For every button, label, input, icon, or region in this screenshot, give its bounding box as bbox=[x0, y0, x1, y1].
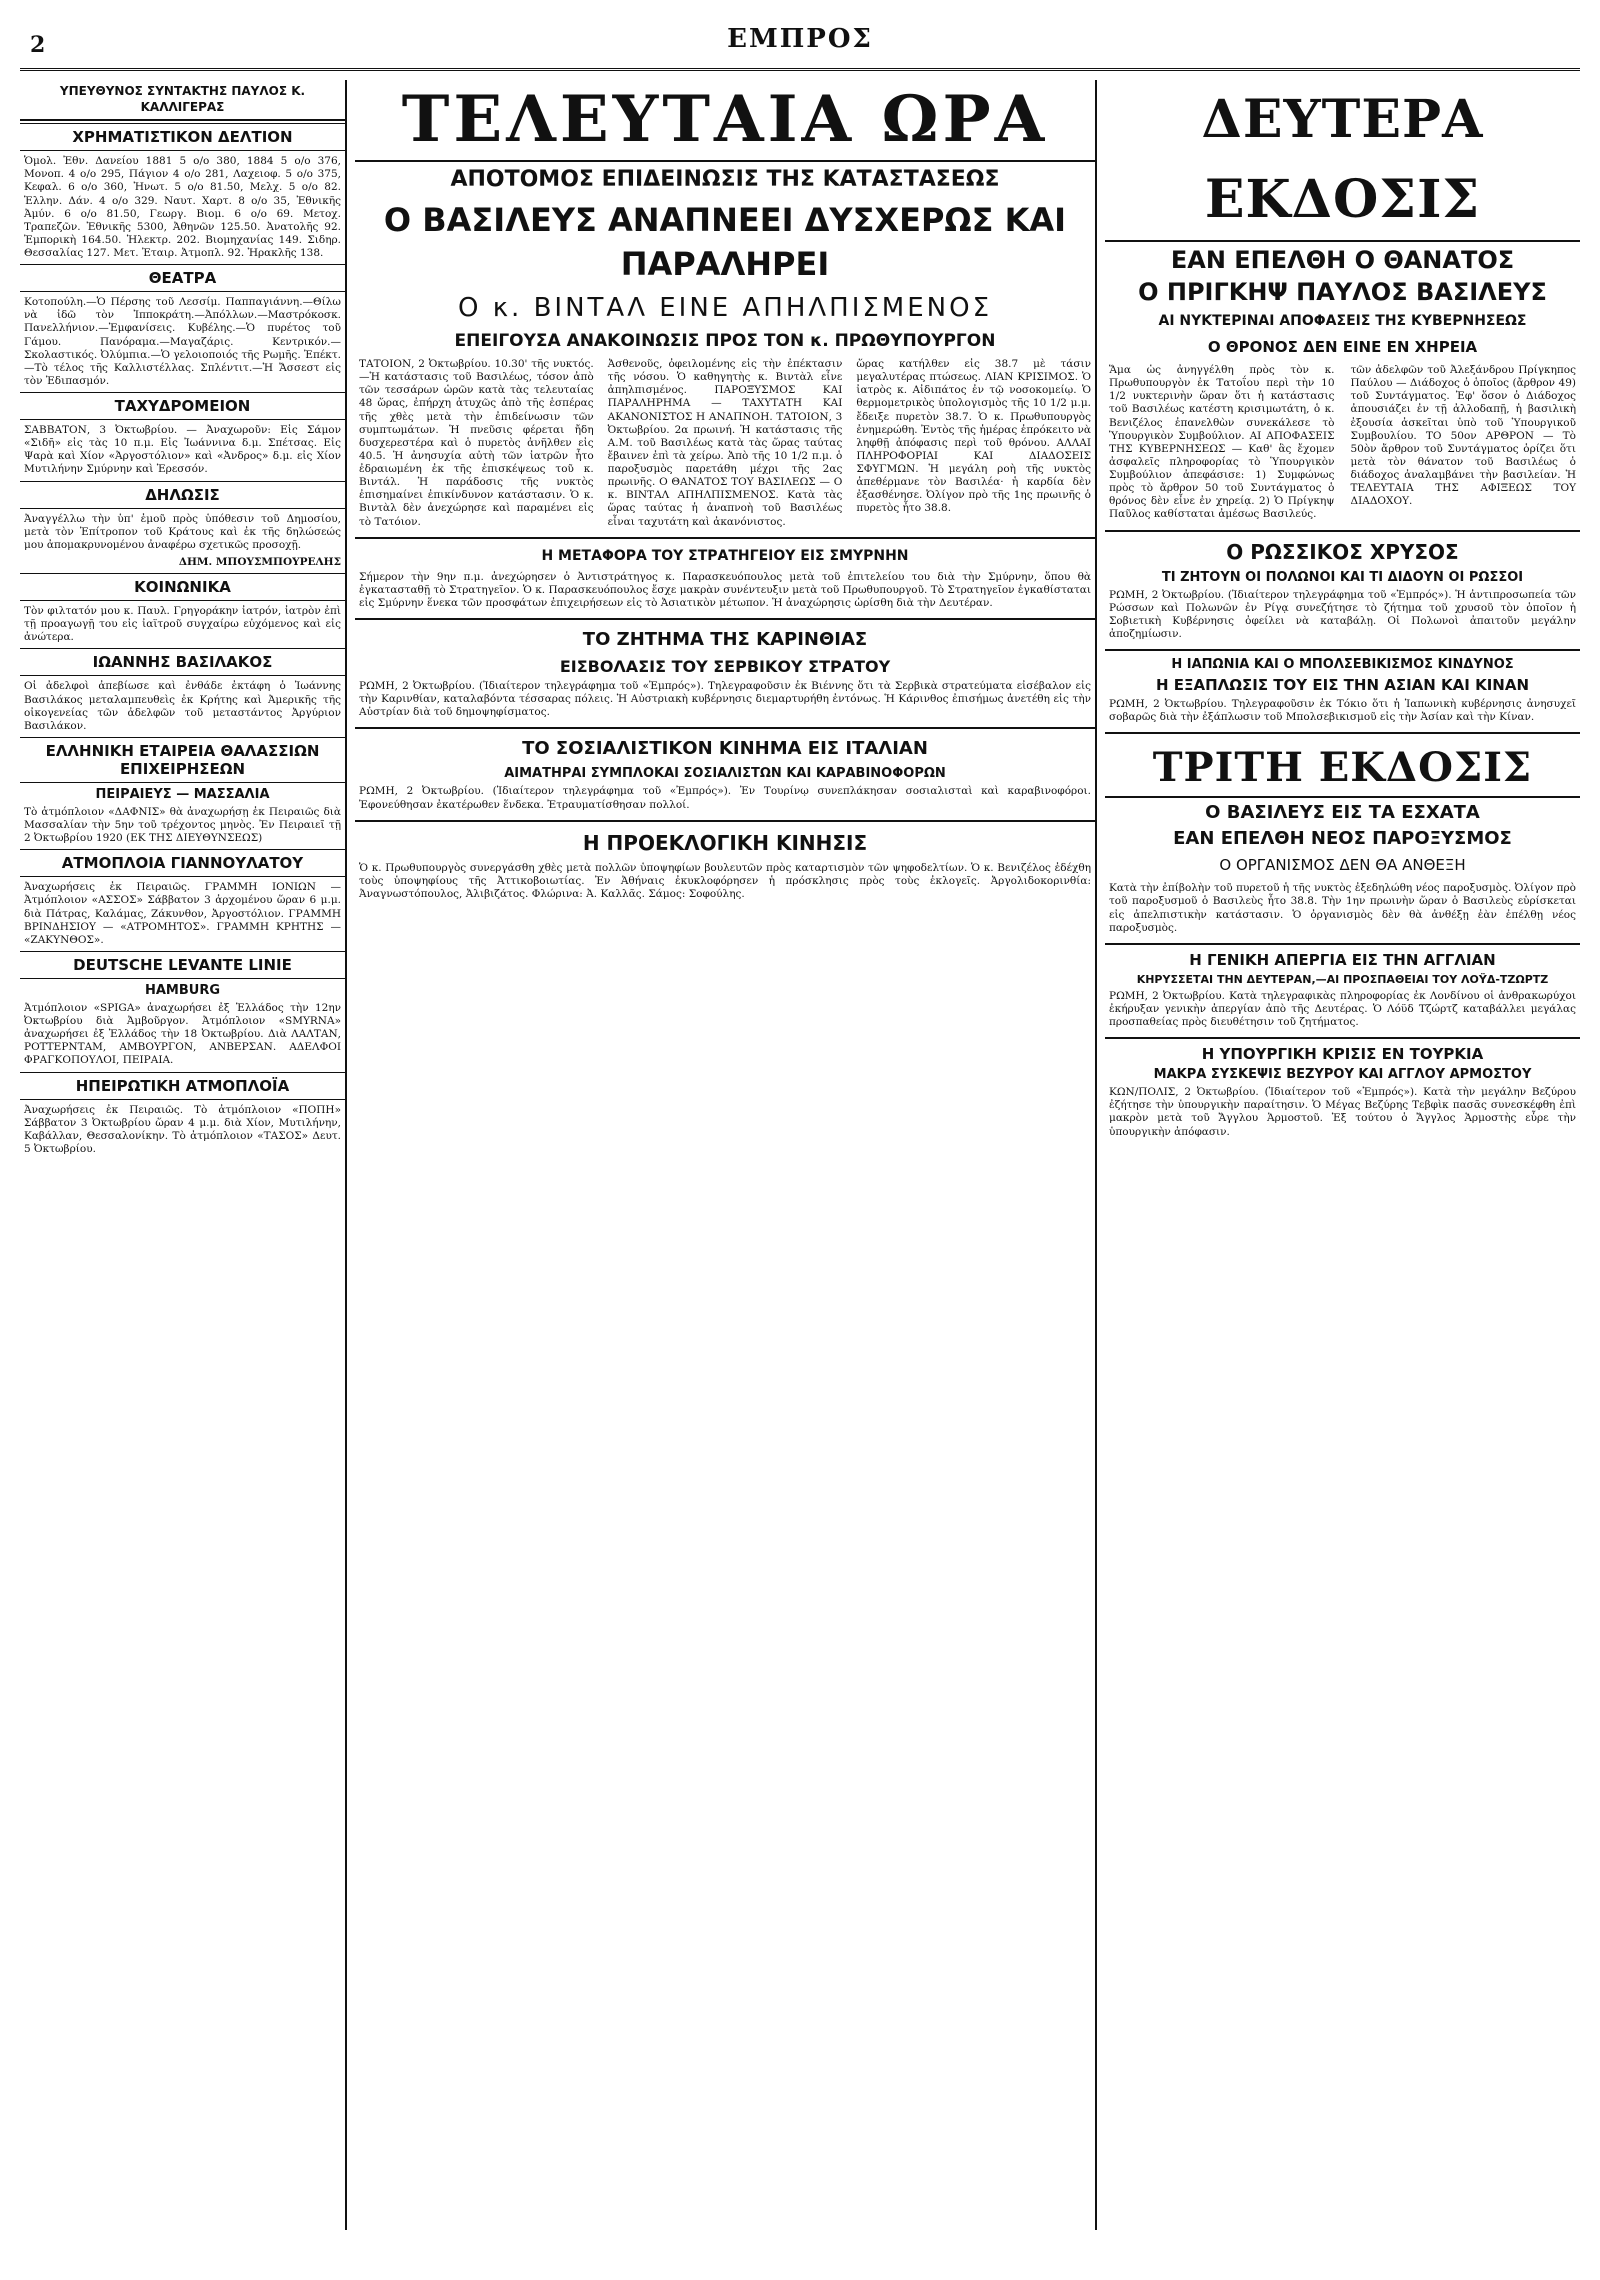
editor-credit: ΥΠΕΥΘΥΝΟΣ ΣΥΝΤΑΚΤΗΣ ΠΑΥΛΟΣ Κ. ΚΑΛΛΙΓΕΡΑΣ bbox=[20, 80, 345, 121]
story-smyrna-text: Σήμερον τὴν 9ην π.μ. ἀνεχώρησεν ὁ Ἀντιστράτηγος κ. Παρασκευόπουλος μετὰ τοῦ ἐπιτελείου του διὰ τὴν Σμύρνην, ὅπου θὰ ἐγκατασταθῇ τὸ Στρατηγεῖον. Ὁ κ. Παρασκευόπουλος ἔσχε μακρὰν συνέντευξιν μετὰ τοῦ Πρωθυπουργοῦ. Τὸ Στρατηγεῖον ἐγκαθίσταται εἰς Σμύρνην ἕνεκα τῶν προσφάτων ἐπιχειρήσεων εἰς τὸ Ἀσιατικὸν μέτωπον. Ἡ ἀναχώρησις ὡρίσθη διὰ τὴν Δευτέραν. bbox=[359, 570, 1091, 609]
story-carinthia-sub: ΕΙΣΒΟΛΑΣΙΣ ΤΟΥ ΣΕΡΒΙΚΟΥ ΣΤΡΑΤΟΥ bbox=[559, 657, 891, 676]
ad-giannoulatos-title: ΑΤΜΟΠΛΟΙΑ ΓΙΑΝΝΟΥΛΑΤΟΥ bbox=[20, 849, 345, 877]
social-text: Τὸν φιλτατόν μου κ. Παυλ. Γρηγοράκην ἰατρόν, ἰατρὸν ἐπὶ τῇ προαγωγῇ του εἰς ἰαϊτροῦ συγχαίρω εὐχόμενος καὶ εἰς ἀνώτερα. bbox=[24, 605, 341, 644]
right-headline-3: ΑΙ ΝΥΚΤΕΡΙΝΑΙ ΑΠΟΦΑΣΕΙΣ ΤΗΣ ΚΥΒΕΡΝΗΣΕΩΣ bbox=[1158, 313, 1527, 329]
newspaper-page bbox=[20, 20, 1580, 2230]
center-banner: ΤΕΛΕΥΤΑΙΑ ΩΡΑ bbox=[355, 80, 1095, 162]
gold-sub: ΤΙ ΖΗΤΟΥΝ ΟΙ ΠΟΛΩΝΟΙ ΚΑΙ ΤΙ ΔΙΔΟΥΝ ΟΙ ΡΩΣΣΟΙ bbox=[1161, 569, 1524, 585]
story-elections-title: Η ΠΡΟΕΚΛΟΓΙΚΗ ΚΙΝΗΣΙΣ bbox=[582, 830, 868, 855]
theatre-text: Κοτοπούλη.—Ὁ Πέρσης τοῦ Λεσσίμ. Παππαγιάννη.—Θίλω νὰ ἰδῶ τὸν Ἰπποκράτη.—Ἀπόλλων.—Μαστρόκοσκ. Πανελλήνιον.—Ἐμφανίσεις. Κυβέλης.—Ὁ πυρέτος τοῦ Γάμου. Πανόραμα.—Μαγαζάρις. Κεντρικόν.—Σκολαστικός. Ὀλύμπια.—Ὁ γελοιοποιός τῆς Ρωμῆς. Ἐπέκτ.—Τὸ τέλος τῆς Καλλιστέλλας. Σπλέντιτ.—Ἡ Ἄσσεστ εἰς τὸν Ἐδιπασμόν. bbox=[24, 296, 341, 387]
japan-title: Η ΙΑΠΩΝΙΑ ΚΑΙ Ο ΜΠΟΛΣΕΒΙΚΙΣΜΟΣ ΚΙΝΔΥΝΟΣ bbox=[1171, 657, 1514, 672]
page-header bbox=[20, 20, 1580, 71]
third-headline-2: ΕΑΝ ΕΠΕΛΘΗ ΝΕΟΣ ΠΑΡΟΞΥΣΜΟΣ bbox=[1173, 828, 1512, 850]
ad-shipping-company-sub: ΠΕΙΡΑΙΕΥΣ — ΜΑΣΣΑΛΙΑ bbox=[95, 786, 270, 802]
right-story-col2: τῶν ἀδελφῶν τοῦ Ἀλεξάνδρου Πρίγκηπος Παύλου — Διάδοχος ὁ ὁποῖος (ἄρθρον 49) τοῦ Συντάγματος. Ἐφ' ὅσον ὁ Διάδοχος ἀπουσιάζει ἐν τῇ ἀλλοδαπῇ, ἡ βασιλικὴ ἐξουσία ἀσκεῖται ὑπὸ τοῦ Ὑπουργικοῦ Συμβουλίου. ΤΟ 50ον ΑΡΘΡΟΝ — Τὸ 50ὸν ἄρθρον τοῦ Συντάγματος ὁρίζει ὅτι μετὰ τὸν θάνατον τοῦ Βασιλέως ὁ διάδοχος ἀναλαμβάνει τὴν βασιλείαν. Ἡ ΤΕΛΕΥΤΑΙΑ ΤΗΣ ΑΦΙΞΕΩΣ ΤΟΥ ΔΙΑΔΟΧΟΥ. bbox=[1350, 364, 1576, 508]
ad-levante-title: DEUTSCHE LEVANTE LINIE bbox=[20, 951, 345, 979]
gold-text: ΡΩΜΗ, 2 Ὀκτωβρίου. (Ἰδιαίτερον τηλεγράφημα τοῦ «Ἐμπρός»). Ἡ ἀντιπροσωπεία τῶν Ρώσσων καὶ Πολωνῶν ἐν Ρίγᾳ συνεζήτησε τὸ ζήτημα τοῦ χρυσοῦ τὸν ὁποῖον ἡ Σοβιετικὴ Κυβέρνησις ὀφείλει νὰ καταβάλῃ. Οἱ Πολωνοὶ ἀπαιτοῦν μεγάλην ἀποζημίωσιν. bbox=[1109, 588, 1576, 640]
social-title: ΚΟΙΝΩΝΙΚΑ bbox=[20, 573, 345, 601]
story-italy-title: ΤΟ ΣΟΣΙΑΛΙΣΤΙΚΟΝ ΚΙΝΗΜΑ ΕΙΣ ΙΤΑΛΙΑΝ bbox=[522, 738, 928, 760]
ad-vasilakos-title: ΙΩΑΝΝΗΣ ΒΑΣΙΛΑΚΟΣ bbox=[20, 648, 345, 676]
newspaper-name: ΕΜΠΡΟΣ bbox=[727, 24, 873, 54]
third-headline-1: Ο ΒΑΣΙΛΕΥΣ ΕΙΣ ΤΑ ΕΣΧΑΤΑ bbox=[1205, 802, 1480, 824]
center-column bbox=[355, 80, 1097, 2230]
ad-levante-text: Ἀτμόπλοιον «SPIGA» ἀναχωρήσει ἐξ Ἑλλάδος τὴν 12ην Ὀκτωβρίου διὰ Ἀμβοῦργον. Ἀτμόπλοιον «SMYRNA» ἀναχωρήσει ἐξ Ἑλλάδος τὴν 18 Ὀκτωβρίου. Διὰ ΛΑΛΤΑΝ, ΡΟΤΤΕΡΝΤΑΜ, ΑΜΒΟΥΡΓΟΝ, ΑΝΒΕΡΣΑΝ. ΑΔΕΛΦΟΙ ΦΡΑΓΚΟΠΟΥΛΟΙ, ΠΕΙΡΑΙΑ. bbox=[24, 1001, 341, 1067]
japan-sub: Η ΕΞΑΠΛΩΣΙΣ ΤΟΥ ΕΙΣ ΤΗΝ ΑΣΙΑΝ ΚΑΙ ΚΙΝΑΝ bbox=[1155, 676, 1530, 694]
financial-text: Ὁμολ. Ἐθν. Δανείου 1881 5 ο/ο 380, 1884 5 ο/ο 376, Μονοπ. 4 ο/ο 295, Πάγιον 4 ο/ο 281, Λαχειοφ. 5 ο/ο 375, Κεφαλ. 6 ο/ο 360, Ἠνωτ. 5 ο/ο 81.50, Μελχ. 5 ο/ο 82. Ἑλλην. Δάν. 4 ο/ο 329. Ναυτ. Χαρτ. 8 ο/ο 35, Ἐθνικῆς Ἀμύν. 6 ο/ο 81.50, Γεωργ. Βιομ. 6 ο/ο 69. Μετοχ. Τραπεζῶν. Ἐθνικῆς 5300, Ἀθηνῶν 125.50. Ἀνατολῆς 92. Ἐμπορικὴ 164.50. Ἠλεκτρ. 202. Βιομηχανίας 149. Σιδηρ. Θεσσαλίας 127. Μετ. Ἐταιρ. Ἀτμοπλ. 92. Ἡρακλῆς 138. bbox=[24, 155, 341, 260]
ad-giannoulatos-text: Ἀναχωρήσεις ἐκ Πειραιῶς. ΓΡΑΜΜΗ ΙΟΝΙΩΝ — Ἀτμόπλοιον «ΑΣΣΟΣ» Σάββατον 3 ἀρχομένου ὥραν 6 μ.μ. διὰ Πάτρας, Καλάμας, Ζάκυνθον, Ἀργοστόλιον. ΓΡΑΜΜΗ ΒΡΙΝΔΗΣΙΟΥ — «ΑΤΡΟΜΗΤΟΣ». ΓΡΑΜΜΗ ΚΡΗΤΗΣ — «ΖΑΚΥΝΘΟΣ». bbox=[24, 881, 341, 946]
strike-title: Η ΓΕΝΙΚΗ ΑΠΕΡΓΙΑ ΕΙΣ ΤΗΝ ΑΓΓΛΙΑΝ bbox=[1189, 950, 1496, 969]
gold-title: Ο ΡΩΣΣΙΚΟΣ ΧΡΥΣΟΣ bbox=[1226, 539, 1459, 564]
lead-story-col1: ΤΑΤΟΙΟΝ, 2 Ὀκτωβρίου. 10.30' τῆς νυκτός.—Ἡ κατάστασις τοῦ Βασιλέως, τόσον ἀπὸ τῶν τεσσάρων ὡρῶν κατὰ τὰς τελευταίας 48 ὥρας, ἐπήρχη ἀτυχῶς ἀπὸ τῆς ἑσπέρας τῆς χθὲς μετὰ τὴν ἐπιδείνωσιν τῶν συμπτωμάτων. Ἡ πνεῦσις φέρεται ἤδη δυσχερεστέρα καὶ ὁ πυρετὸς ἀνῆλθεν εἰς 40.5. Ἡ ἀνησυχία αὐτὴ τῶν ἰατρῶν ἦτο ἐδραιωμένη ἐκ τῆς ἐπισκέψεως τοῦ κ. Βιντάλ. Ἡ παράδοσις τῆς νυκτὸς ἐπισημαίνει ἐπικίνδυνον κατάστασιν. Ὁ κ. Βιντὰλ δὲν ἀνεχώρησε καὶ παραμένει εἰς τὸ Τατόιον. bbox=[359, 358, 594, 528]
turkey-sub: ΜΑΚΡΑ ΣΥΣΚΕΨΙΣ ΒΕΖΥΡΟΥ ΚΑΙ ΑΓΓΛΟΥ ΑΡΜΟΣΤΟΥ bbox=[1153, 1067, 1532, 1083]
right-banner: ΔΕΥΤΕΡΑ ΕΚΔΟΣΙΣ bbox=[1105, 80, 1580, 242]
center-headline-2: Ο ΒΑΣΙΛΕΥΣ ΑΝΑΠΝΕΕΙ ΔΥΣΧΕΡΩΣ ΚΑΙ ΠΑΡΑΛΗΡΕΙ bbox=[383, 201, 1067, 283]
third-edition-banner: ΤΡΙΤΗ ΕΚΔΟΣΙΣ bbox=[1105, 740, 1580, 798]
right-story-col1: Ἅμα ὡς ἀνηγγέλθη πρὸς τὸν κ. Πρωθυπουργὸν ἐκ Τατοΐου περὶ τὴν 10 1/2 νυκτερινὴν ὥραν ὅτι ἡ κατάστασις τοῦ Βασιλέως κατέστη κρισιμωτάτη, ὁ κ. Βενιζέλος ἐπανελθὼν συνεκάλεσε τὸ Ὑπουργικὸν Συμβούλιον. ΑΙ ΑΠΟΦΑΣΕΙΣ ΤΗΣ ΚΥΒΕΡΝΗΣΕΩΣ — Καθ' ἃς ἔχομεν ἀσφαλεῖς πληροφορίας τὸ Ὑπουργικὸν Συμβούλιον ἀπεφάσισε: 1) Συμφώνως πρὸς τὸ ἄρθρον 50 τοῦ Συντάγματος ὁ θρόνος δὲν εἶνε ἐν χηρείᾳ. 2) Ὁ Πρίγκηψ Παῦλος καθίσταται ἀμέσως Βασιλεύς. bbox=[1109, 364, 1335, 521]
lead-story-col3: ὥρας κατήλθεν εἰς 38.7 μὲ τάσιν μεγαλυτέρας πτώσεως. ΛΙΑΝ ΚΡΙΣΙΜΟΣ. Ὁ ἰατρὸς κ. Αἰδιπάτος ἐν τῷ νοσοκομείῳ. Ὁ θερμομετρικὸς ὑπολογισμὸς τῆς 10 1/2 μ.μ. ἔδειξε πυρετὸν 38.7. Ὁ κ. Πρωθυπουργὸς ἐνημερώθη. Ἐντὸς τῆς ἡμέρας ἐπρόκειτο νὰ ληφθῇ ἀπόφασις περὶ τοῦ θρόνου. ΑΛΛΑΙ ΠΛΗΡΟΦΟΡΙΑΙ ΚΑΙ ΔΙΑΔΟΣΕΙΣ ΣΦΥΓΜΩΝ. Ἡ μεγάλη ροὴ τῆς νυκτὸς ἀπεθέρμανε τὸν Βασιλέα· ἡ καρδία δὲν ἐξασθένησε. Ὀλίγον πρὸ τῆς 1ης πρωινῆς ὁ πυρετὸς ἦτο 38.8. bbox=[856, 358, 1092, 515]
story-italy-text: ΡΩΜΗ, 2 Ὀκτωβρίου. (Ἰδιαίτερον τηλεγράφημα τοῦ «Ἐμπρός»). Ἐν Τουρίνῳ συνεπλάκησαν σοσιαλισταὶ καὶ καραβινοφόροι. Ἐφονεύθησαν ἐκατέρωθεν ἕνδεκα. Ἐτραυματίσθησαν πολλοί. bbox=[359, 785, 1091, 811]
financial-title: ΧΡΗΜΑΤΙΣΤΙΚΟΝ ΔΕΛΤΙΟΝ bbox=[20, 123, 345, 151]
shipping-title: ΤΑΧΥΔΡΟΜΕΙΟΝ bbox=[20, 392, 345, 420]
ad-vasilakos-text: Οἱ ἀδελφοὶ ἀπεβίωσε καὶ ἐνθάδε ἐκτάφη ὁ Ἰωάννης Βασιλάκος μεταλαμπευθεὶς ἐκ Κρήτης καὶ Ἀμερικῆς τῆς οἰκογενείας τῶν ἀδελφῶν τοῦ μεταστάντος Ἀργύριον Βασιλάκον. bbox=[24, 680, 341, 732]
story-carinthia-title: ΤΟ ΖΗΤΗΜΑ ΤΗΣ ΚΑΡΙΝΘΙΑΣ bbox=[582, 629, 868, 650]
shipping-text: ΣΑΒΒΑΤΟΝ, 3 Ὀκτωβρίου. — Ἀναχωροῦν: Εἰς Σάμον «Σιδῆ» εἰς τὰς 10 π.μ. Εἰς Ἰωάννινα δ.μ. Σπέτσας. Εἰς Ψαρὰ καὶ Χίον «Ἀργοστόλιον» καὶ «Ἀνδρος» δ.μ. εἰς Χίον Μυτιλήνην Σμύρνην καὶ Ἐρεσσόν. bbox=[24, 424, 341, 476]
page-number: 2 bbox=[30, 32, 46, 58]
ad-shipping-company-text: Τὸ ἀτμόπλοιον «ΔΑΦΝΙΣ» θὰ ἀναχωρήσῃ ἐκ Πειραιῶς διὰ Μασσαλίαν τὴν 5ην τοῦ τρέχοντος μηνὸς. Ἐν Πειραιεῖ τῇ 2 Ὀκτωβρίου 1920 (ΕΚ ΤΗΣ ΔΙΕΥΘΥΝΣΕΩΣ) bbox=[24, 805, 341, 845]
center-headline-3: Ο κ. ΒΙΝΤΑΛ ΕΙΝΕ ΑΠΗΛΠΙΣΜΕΝΟΣ bbox=[457, 293, 992, 323]
story-smyrna-title: Η ΜΕΤΑΦΟΡΑ ΤΟΥ ΣΤΡΑΤΗΓΕΙΟΥ ΕΙΣ ΣΜΥΡΝΗΝ bbox=[541, 547, 909, 564]
right-headline-4: Ο ΘΡΟΝΟΣ ΔΕΝ ΕΙΝΕ ΕΝ ΧΗΡΕΙΑ bbox=[1207, 338, 1478, 356]
lead-story-col2: Ἀσθενοῦς, ὀφειλομένης εἰς τὴν ἐπέκτασιν τῆς νόσου. Ὁ καθηγητὴς κ. Βιντὰλ εἶνε ἀπηλπισμένος. ΠΑΡΟΞΥΣΜΟΣ ΚΑΙ ΠΑΡΑΛΗΡΗΜΑ — ΤΑΧΥΤΑΤΗ ΚΑΙ ΑΚΑΝΟΝΙΣΤΟΣ Η ΑΝΑΠΝΟΗ. ΤΑΤΟΙΟΝ, 3 Ὀκτωβρίου. 2α πρωινή. Ἡ κατάστασις τῆς Α.Μ. τοῦ Βασιλέως κατὰ τὰς ὥρας ταύτας ἔβαινεν ἐπὶ τὰ χείρω. Ἀπὸ τῆς 10 1/2 π.μ. ὁ παροξυσμὸς παρετάθη μέχρι τῆς 2ας πρωινῆς. Ο ΘΑΝΑΤΟΣ ΤΟΥ ΒΑΣΙΛΕΩΣ — Ο κ. ΒΙΝΤΑΛ ΑΠΗΛΠΙΣΜΕΝΟΣ. Κατὰ τὰς ὥρας ταύτας ἡ ἀναπνοὴ τοῦ Βασιλέως εἶναι ταχυτάτη καὶ ἀκανόνιστος. bbox=[607, 358, 843, 528]
left-column bbox=[20, 80, 347, 2230]
notices-signature: ΔΗΜ. ΜΠΟΥΣΜΠΟΥΡΕΛΗΣ bbox=[178, 555, 341, 568]
third-text: Κατὰ τὴν ἐπίβολὴν τοῦ πυρετοῦ ἡ τῆς νυκτὸς ἐξεδηλώθη νέος παροξυσμὸς. Ὀλίγον πρὸ τοῦ παροξυσμοῦ ὁ Βασιλεὺς ἦτο 38.8. Τὴν 1ην πρωινὴν ὥραν ὁ Βασιλεὺς εὑρίσκεται εἰς ἀπελπιστικὴν κατάστασιν. Ὁ ὀργανισμὸς δὲν θὰ ἀνθέξῃ ἐὰν ἐπέλθῃ νέος παροξυσμὸς. bbox=[1109, 882, 1576, 934]
story-carinthia-text: ΡΩΜΗ, 2 Ὀκτωβρίου. (Ἰδιαίτερον τηλεγράφημα τοῦ «Ἐμπρός»). Τηλεγραφοῦσιν ἐκ Βιέννης ὅτι τὰ Σερβικὰ στρατεύματα εἰσέβαλον εἰς τὴν Καρινθίαν, καταλαβόντα τέσσαρας πόλεις. Ἡ Αὐστριακὴ κυβέρνησις διεμαρτυρήθη ἐντόνως. Ἡ Κάρινθος ἐπισήμως ἀνετέθη εἰς τὴν Αὐστρίαν διὰ τοῦ δημοψηφίσματος. bbox=[359, 680, 1091, 719]
strike-text: ΡΩΜΗ, 2 Ὀκτωβρίου. Κατὰ τηλεγραφικὰς πληροφορίας ἐκ Λονδίνου οἱ ἀνθρακωρύχοι ἐκήρυξαν γενικὴν ἀπεργίαν ἀπὸ τῆς Δευτέρας. Ὁ Λόϋδ Τζώρτζ καταβάλλει μεγάλας προσπαθείας πρὸς διευθέτησιν τοῦ ζητήματος. bbox=[1109, 989, 1576, 1028]
ad-epirotiki-title: ΗΠΕΙΡΩΤΙΚΗ ΑΤΜΟΠΛΟΪΑ bbox=[20, 1072, 345, 1100]
notices-title: ΔΗΛΩΣΙΣ bbox=[20, 481, 345, 509]
center-headline-1: ΑΠΟΤΟΜΟΣ ΕΠΙΔΕΙΝΩΣΙΣ ΤΗΣ ΚΑΤΑΣΤΑΣΕΩΣ bbox=[450, 167, 1000, 192]
strike-sub: ΚΗΡΥΣΣΕΤΑΙ ΤΗΝ ΔΕΥΤΕΡΑΝ,—ΑΙ ΠΡΟΣΠΑΘΕΙΑΙ ΤΟΥ ΛΟΫΔ-ΤΖΩΡΤΖ bbox=[1136, 972, 1549, 986]
third-headline-3: Ο ΟΡΓΑΝΙΣΜΟΣ ΔΕΝ ΘΑ ΑΝΘΕΞΗ bbox=[1219, 856, 1466, 875]
theatre-title: ΘΕΑΤΡΑ bbox=[20, 264, 345, 292]
right-column bbox=[1105, 80, 1580, 2230]
ad-levante-sub: HAMBURG bbox=[144, 982, 221, 998]
story-italy-sub: ΑΙΜΑΤΗΡΑΙ ΣΥΜΠΛΟΚΑΙ ΣΟΣΙΑΛΙΣΤΩΝ ΚΑΙ ΚΑΡΑΒΙΝΟΦΟΡΩΝ bbox=[504, 766, 946, 782]
right-headline-1: ΕΑΝ ΕΠΕΛΘΗ Ο ΘΑΝΑΤΟΣ bbox=[1170, 246, 1515, 274]
turkey-text: ΚΩΝ/ΠΟΛΙΣ, 2 Ὀκτωβρίου. (Ἰδιαίτερον τοῦ «Ἐμπρός»). Κατὰ τὴν μεγάλην Βεζύρου ἐζήτησε τὴν ὑπουργικὴν παραίτησιν. Ὁ Μέγας Βεζύρης Τεβφὶκ πασᾶς συνεσκέφθη ἐπὶ μακρὸν μετὰ τοῦ Ἄγγλου Ἁρμοστοῦ. Ἐξ τούτου ὁ Ἄγγλος Ἁρμοστὴς εὗρε τὴν ὑπουργικὴν ἀπόφασιν. bbox=[1109, 1086, 1576, 1138]
turkey-title: Η ΥΠΟΥΡΓΙΚΗ ΚΡΙΣΙΣ ΕΝ ΤΟΥΡΚΙΑ bbox=[1201, 1045, 1484, 1064]
story-elections-text: Ὁ κ. Πρωθυπουργὸς συνεργάσθη χθὲς μετὰ πολλῶν ὑποψηφίων βουλευτῶν πρὸς καταρτισμὸν τῶν ψηφοδελτίων. Ὁ κ. Βενιζέλος ἐδέχθη τοὺς ὑποψηφίους τῆς Ἀττικοβοιωτίας. Ἐν Ἀθήναις ἐκυκλοφόρησεν ἡ πρόσκλησις πρὸς τοὺς ἐκλογεῖς. Ἀργολιδοκορινθία: Ἀναγνωστόπουλος, Ἀλιβιζάτος. Φλώρινα: Ἀ. Καλλᾶς. Σάμος: Σοφούλης. bbox=[359, 861, 1091, 900]
japan-text: ΡΩΜΗ, 2 Ὀκτωβρίου. Τηλεγραφοῦσιν ἐκ Τόκιο ὅτι ἡ Ἰαπωνικὴ κυβέρνησις ἀνησυχεῖ σοβαρῶς διὰ τὴν ἐξάπλωσιν τοῦ Μπολσεβικισμοῦ εἰς τὴν Ἀσίαν καὶ τὴν Κίναν. bbox=[1109, 698, 1576, 724]
center-headline-4: ΕΠΕΙΓΟΥΣΑ ΑΝΑΚΟΙΝΩΣΙΣ ΠΡΟΣ ΤΟΝ κ. ΠΡΩΘΥΠΟΥΡΓΟΝ bbox=[454, 331, 996, 351]
ad-shipping-company-title: ΕΛΛΗΝΙΚΗ ΕΤΑΙΡΕΙΑ ΘΑΛΑΣΣΙΩΝ ΕΠΙΧΕΙΡΗΣΕΩΝ bbox=[20, 737, 345, 783]
ad-epirotiki-text: Ἀναχωρήσεις ἐκ Πειραιῶς. Τὸ ἀτμόπλοιον «ΠΟΠΗ» Σάββατον 3 Ὀκτωβρίου ὥραν 4 μ.μ. διὰ Χίον, Μυτιλήνην, Καβάλλαν, Θεσσαλονίκην. Τὸ ἀτμόπλοιον «ΤΑΣΟΣ» Δευτ. 5 Ὀκτωβρίου. bbox=[24, 1103, 341, 1155]
notices-text: Ἀναγγέλλω τὴν ὑπ' ἐμοῦ πρὸς ὑπόθεσιν τοῦ Δημοσίου, μετὰ τὸν Ἐπίτροπον τοῦ Κράτους καὶ ἐκ τῆς δηλώσεώς μου ἀπομακρυνομένου ἀναφέρω σχετικῶς προσοχῇ. bbox=[24, 512, 341, 551]
right-headline-2: Ο ΠΡΙΓΚΗΨ ΠΑΥΛΟΣ ΒΑΣΙΛΕΥΣ bbox=[1138, 278, 1547, 306]
lead-story bbox=[355, 356, 1095, 531]
